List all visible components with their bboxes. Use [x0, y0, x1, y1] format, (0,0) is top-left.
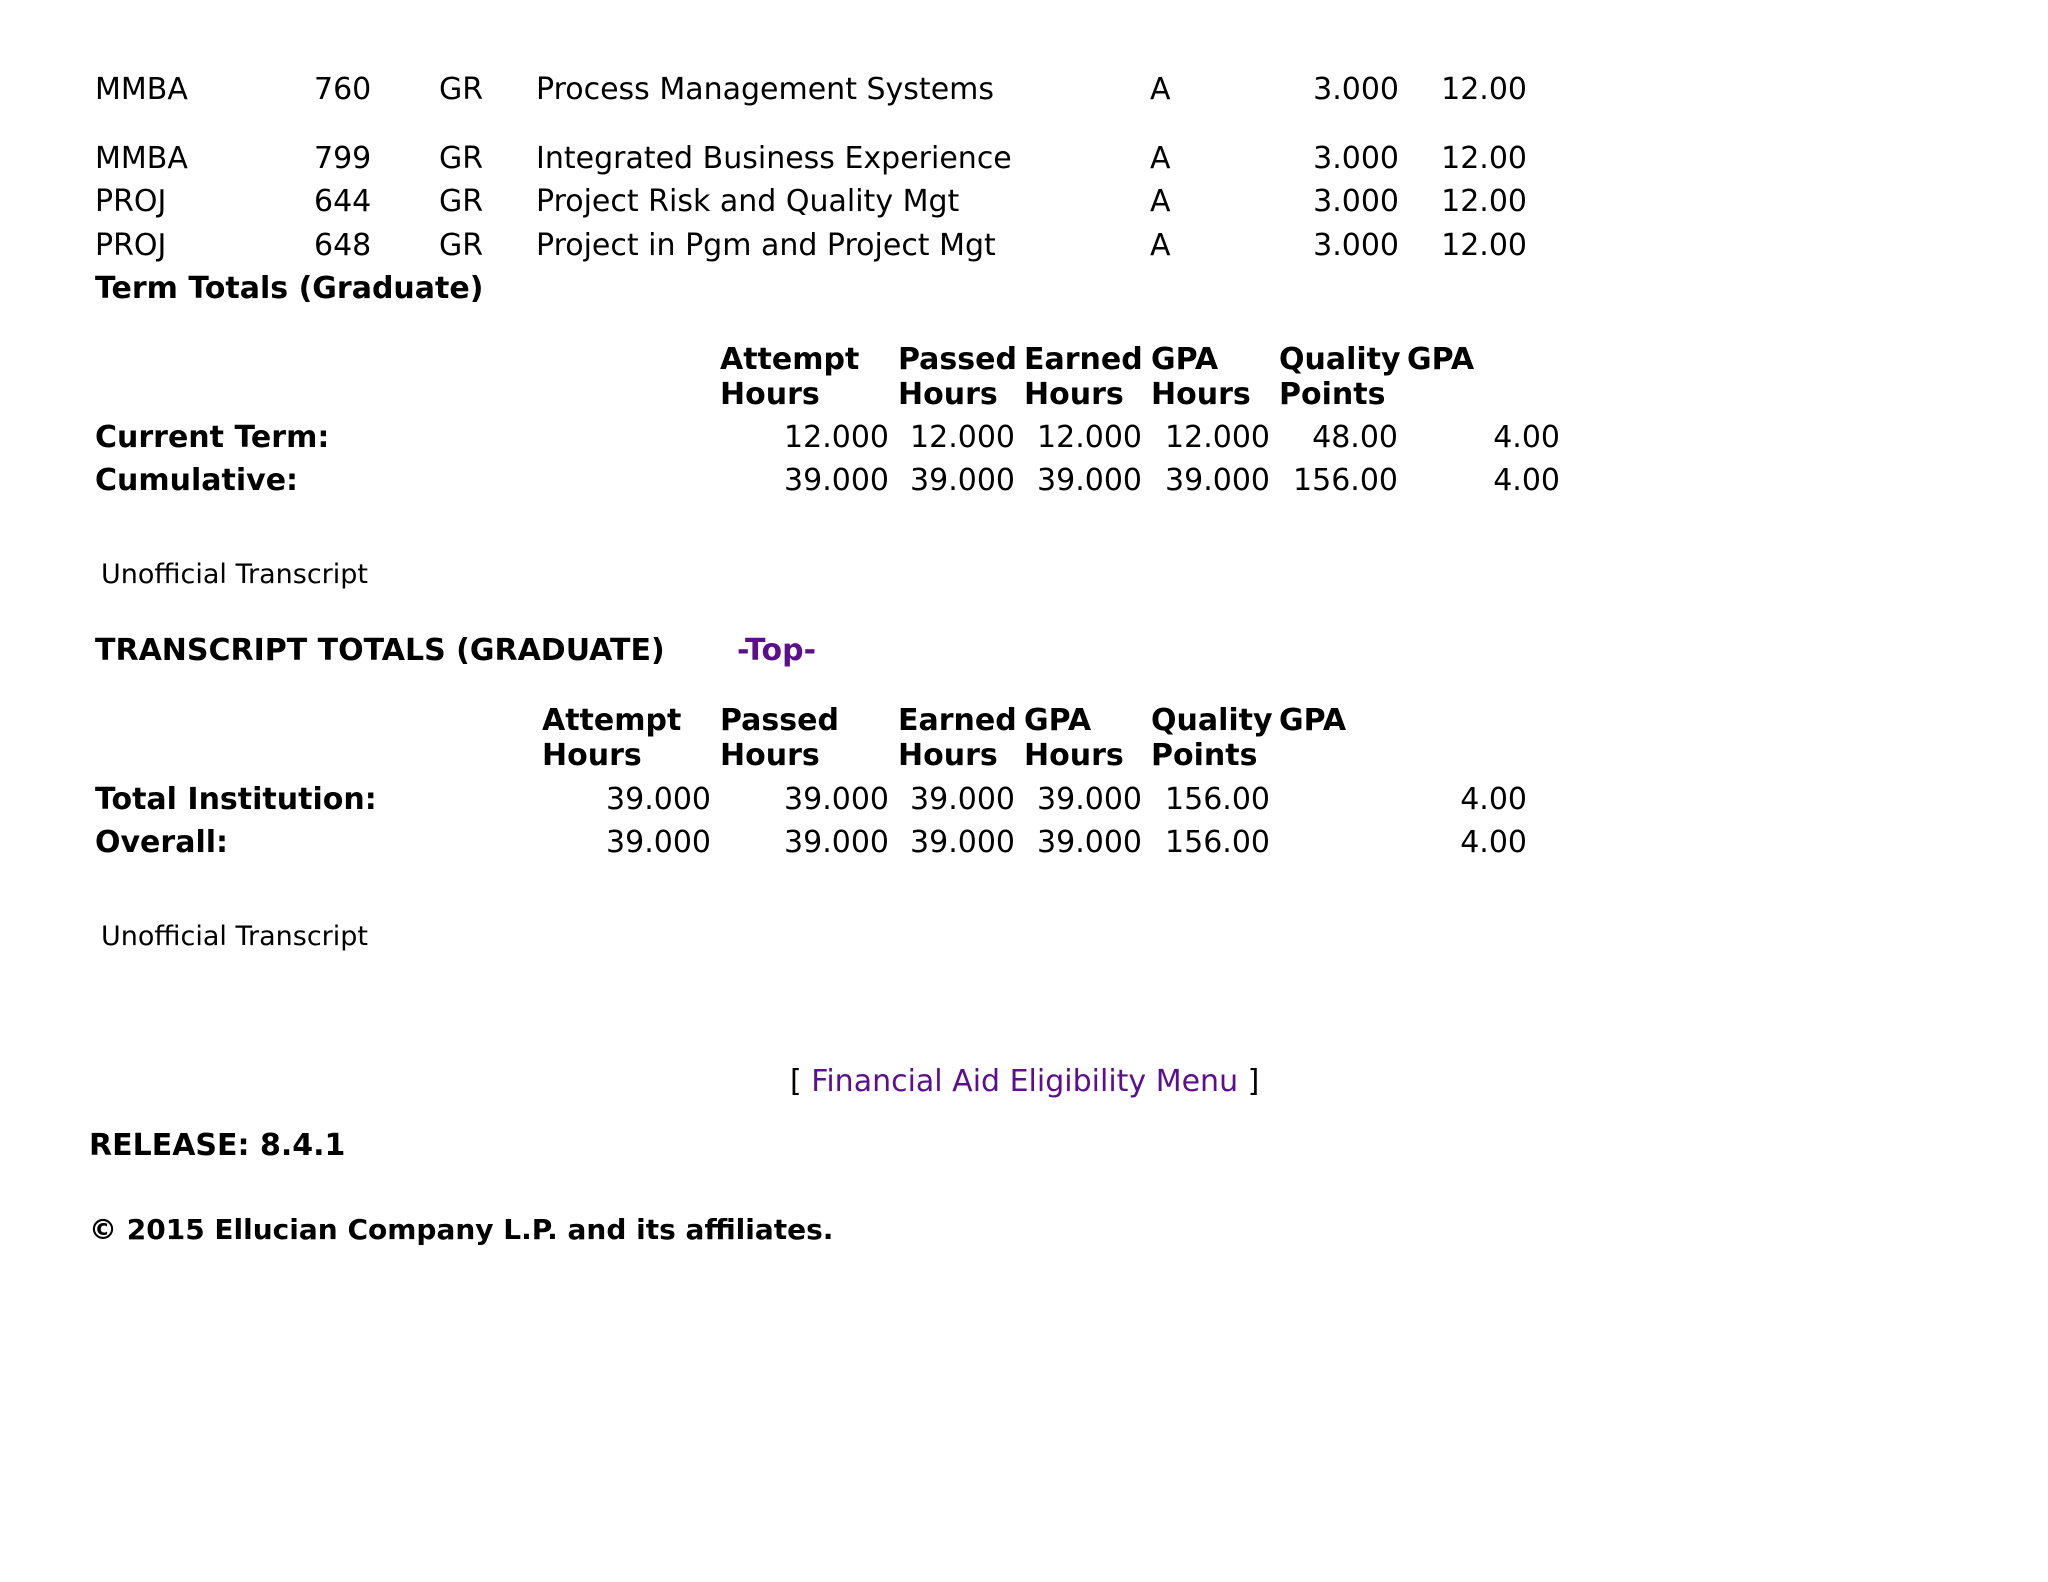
header-earned-line1: Earned — [1024, 342, 1143, 377]
unofficial-transcript-label: Unofficial Transcript — [101, 559, 368, 590]
course-number: 648 — [314, 228, 372, 263]
header-gpa: GPA — [1407, 342, 1475, 377]
course-level: GR — [439, 184, 484, 219]
totals-passed-hours: 39.000 — [784, 825, 889, 860]
open-bracket: [ — [790, 1064, 802, 1099]
release-label: RELEASE: 8.4.1 — [89, 1128, 346, 1163]
copyright-text: © 2015 Ellucian Company L.P. and its affiliates. — [89, 1213, 834, 1246]
totals-attempt-hours: 39.000 — [606, 782, 711, 817]
header-passed-line2: Hours — [720, 738, 820, 773]
course-number: 760 — [314, 72, 372, 107]
header-passed-line2: Hours — [898, 377, 998, 412]
totals-gpa-hours: 12.000 — [1165, 420, 1270, 455]
course-subject: MMBA — [95, 141, 188, 176]
course-grade: A — [1150, 72, 1171, 107]
totals-quality-points: 156.00 — [1165, 782, 1270, 817]
unofficial-transcript-label: Unofficial Transcript — [101, 921, 368, 952]
totals-passed-hours: 12.000 — [910, 420, 1015, 455]
totals-gpa-hours: 39.000 — [1037, 782, 1142, 817]
totals-row-label: Overall: — [95, 825, 229, 860]
course-quality-points: 12.00 — [1441, 228, 1527, 263]
header-quality-line2: Points — [1151, 738, 1258, 773]
totals-gpa-hours: 39.000 — [1165, 463, 1270, 498]
totals-attempt-hours: 39.000 — [784, 463, 889, 498]
totals-earned-hours: 39.000 — [910, 825, 1015, 860]
totals-gpa: 4.00 — [1460, 825, 1527, 860]
header-attempt-line2: Hours — [720, 377, 820, 412]
menu-link-container — [790, 1064, 1260, 1099]
course-credit-hours: 3.000 — [1313, 184, 1399, 219]
header-attempt-line1: Attempt — [542, 703, 682, 738]
totals-row-label: Current Term: — [95, 420, 330, 455]
header-gpa-hours-line1: GPA — [1024, 703, 1092, 738]
close-bracket: ] — [1247, 1064, 1260, 1099]
course-title: Project Risk and Quality Mgt — [536, 184, 960, 219]
totals-gpa: 4.00 — [1460, 782, 1527, 817]
course-credit-hours: 3.000 — [1313, 141, 1399, 176]
totals-attempt-hours: 39.000 — [606, 825, 711, 860]
header-quality-line2: Points — [1279, 377, 1386, 412]
term-totals-heading: Term Totals (Graduate) — [95, 271, 484, 306]
header-attempt-line2: Hours — [542, 738, 642, 773]
course-level: GR — [439, 72, 484, 107]
totals-gpa: 4.00 — [1493, 463, 1560, 498]
course-quality-points: 12.00 — [1441, 141, 1527, 176]
header-gpa-hours-line2: Hours — [1024, 738, 1124, 773]
course-subject: MMBA — [95, 72, 188, 107]
header-quality-line1: Quality — [1151, 703, 1273, 738]
totals-earned-hours: 39.000 — [1037, 463, 1142, 498]
header-earned-line2: Hours — [1024, 377, 1124, 412]
header-passed-line1: Passed — [720, 703, 839, 738]
totals-row-label: Cumulative: — [95, 463, 299, 498]
course-grade: A — [1150, 141, 1171, 176]
header-gpa-hours-line1: GPA — [1151, 342, 1219, 377]
course-number: 644 — [314, 184, 372, 219]
course-grade: A — [1150, 184, 1171, 219]
header-gpa: GPA — [1279, 703, 1347, 738]
totals-earned-hours: 39.000 — [910, 782, 1015, 817]
course-level: GR — [439, 141, 484, 176]
totals-passed-hours: 39.000 — [910, 463, 1015, 498]
course-subject: PROJ — [95, 184, 167, 219]
totals-quality-points: 156.00 — [1165, 825, 1270, 860]
totals-attempt-hours: 12.000 — [784, 420, 889, 455]
totals-quality-points: 48.00 — [1312, 420, 1398, 455]
course-level: GR — [439, 228, 484, 263]
header-quality-line1: Quality — [1279, 342, 1401, 377]
header-gpa-hours-line2: Hours — [1151, 377, 1251, 412]
course-number: 799 — [314, 141, 372, 176]
totals-gpa-hours: 39.000 — [1037, 825, 1142, 860]
course-title: Integrated Business Experience — [536, 141, 1012, 176]
transcript-totals-heading: TRANSCRIPT TOTALS (GRADUATE) — [95, 633, 665, 668]
header-attempt-line1: Attempt — [720, 342, 860, 377]
totals-gpa: 4.00 — [1493, 420, 1560, 455]
totals-passed-hours: 39.000 — [784, 782, 889, 817]
course-credit-hours: 3.000 — [1313, 228, 1399, 263]
course-credit-hours: 3.000 — [1313, 72, 1399, 107]
course-subject: PROJ — [95, 228, 167, 263]
totals-quality-points: 156.00 — [1293, 463, 1398, 498]
course-grade: A — [1150, 228, 1171, 263]
header-earned-line2: Hours — [898, 738, 998, 773]
financial-aid-eligibility-menu-link[interactable]: Financial Aid Eligibility Menu — [811, 1064, 1239, 1099]
header-earned-line1: Earned — [898, 703, 1017, 738]
top-link[interactable]: -Top- — [737, 633, 817, 668]
course-quality-points: 12.00 — [1441, 184, 1527, 219]
course-title: Process Management Systems — [536, 72, 994, 107]
header-passed-line1: Passed — [898, 342, 1017, 377]
totals-earned-hours: 12.000 — [1037, 420, 1142, 455]
course-quality-points: 12.00 — [1441, 72, 1527, 107]
totals-row-label: Total Institution: — [95, 782, 377, 817]
course-title: Project in Pgm and Project Mgt — [536, 228, 996, 263]
